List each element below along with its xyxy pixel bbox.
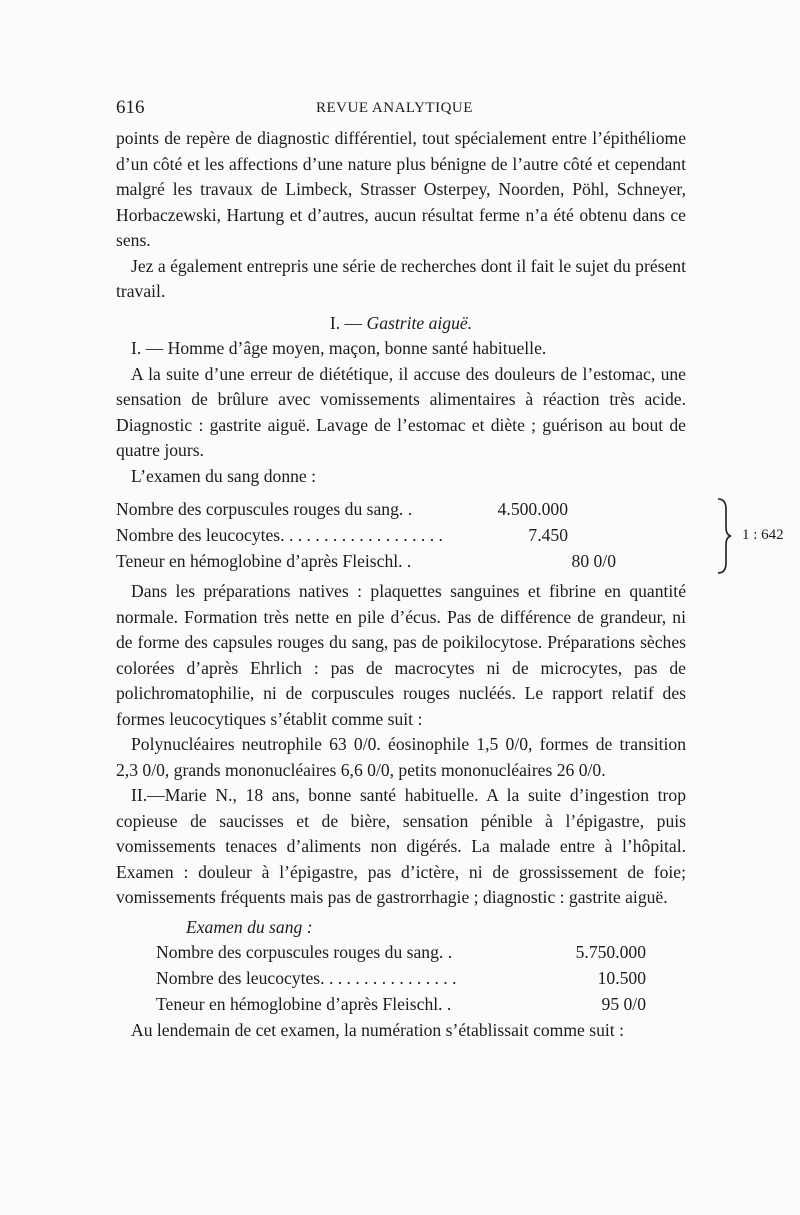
blood-heading: Examen du sang : (186, 916, 313, 937)
page-number: 616 (116, 97, 145, 118)
row-value: 10.500 (597, 968, 646, 988)
row-label: Nombre des leucocytes. . . . . . . . . . . . . . . . (156, 968, 457, 988)
table-row (116, 549, 686, 575)
table-row (116, 523, 686, 549)
paragraph: points de repère de diagnostic différentiel, tout spécialement entre l’épithéliome d’un côté et les affections d’une nature plus bénigne de l’autre côté et cependant malgré les travaux de Limbeck, Strasser Osterpey, Noorden, Pöhl, Schneyer, Horbaczewski, Hartung et d’autres, aucun résultat ferme n’a été obtenu dans ce sens. (116, 128, 686, 250)
paragraph: Jez a également entrepris une série de recherches dont il fait le sujet du présent travail. (116, 255, 686, 301)
table-row (156, 940, 726, 966)
case-history: II.—Marie N., 18 ans, bonne santé habituelle. A la suite d’ingestion trop copieuse de saucisses et de bière, sensation pénible à l’épigastre, puis vomissements tenaces d’aliments non digérés. La malade entre à l’hôpital. Examen : douleur à l’épigastre, pas d’ictère, ni de grossissement de foie; vomissements fréquents mais pas de gastrorrhagie ; diagnostic : gastrite aiguë. (116, 785, 686, 907)
row-value: 95 0/0 (601, 994, 646, 1014)
case-history: A la suite d’une erreur de diététique, il accuse des douleurs de l’estomac, une sensation de brûlure avec vomissements alimentaires à réaction très acide. Diagnostic : gastrite aiguë. Lavage de l’estomac et diète ; guérison au bout de quatre jours. (116, 363, 686, 460)
page-header (116, 97, 686, 121)
row-value: 7.450 (528, 525, 568, 545)
body-text (116, 126, 784, 1044)
blood-table-2 (116, 940, 686, 1018)
section-number: I. — (329, 312, 363, 333)
row-label: Nombre des corpuscules rouges du sang. . (116, 499, 413, 519)
row-label: Nombre des leucocytes. . . . . . . . . . . . . . . . . . . (116, 525, 443, 545)
blood-intro: L’examen du sang donne : (131, 465, 317, 486)
brace-icon (716, 497, 732, 575)
row-label: Nombre des corpuscules rouges du sang. . (156, 942, 453, 962)
row-value: 80 0/0 (571, 551, 616, 571)
table-row (116, 497, 686, 523)
paragraph: Au lendemain de cet examen, la numération s’établissait comme suit : (131, 1020, 624, 1040)
running-title: REVUE ANALYTIQUE (316, 100, 473, 116)
blood-table-1 (116, 497, 784, 575)
case-intro: I. — Homme d’âge moyen, maçon, bonne santé habituelle. (131, 338, 547, 358)
paragraph: Polynucléaires neutrophile 63 0/0. éosinophile 1,5 0/0, formes de transition 2,3 0/0, grands mononucléaires 6,6 0/0, petits mononucléaires 26 0/0. (116, 734, 686, 780)
table-row (156, 992, 726, 1018)
row-label: Teneur en hémoglobine d’après Fleischl. . (156, 994, 452, 1014)
row-label: Teneur en hémoglobine d’après Fleischl. . (116, 551, 412, 571)
section-title (116, 311, 686, 337)
table-row (156, 966, 726, 992)
ratio-value: 1 : 642 (742, 527, 784, 543)
section-title-text: Gastrite aiguë. (366, 312, 473, 333)
row-value: 5.750.000 (575, 942, 646, 962)
paragraph: Dans les préparations natives : plaquettes sanguines et fibrine en quantité normale. Formation très nette en pile d’écus. Pas de différence de grandeur, ni de forme des capsules rouges du sang, pas de poikilocytose. Préparations sèches colorées d’après Ehrlich : pas de macrocytes ni de microcytes, pas de polichromatophilie, ni de corpuscules rouges nucléés. Le rapport relatif des formes leucocytiques s’établit comme suit : (116, 581, 686, 729)
row-value: 4.500.000 (497, 499, 568, 519)
